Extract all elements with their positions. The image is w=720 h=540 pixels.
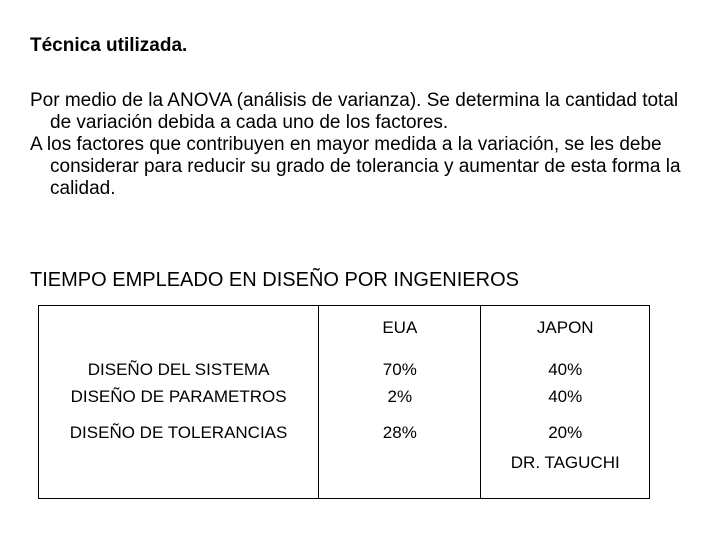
footer-cell-empty [319,453,481,499]
header-cell-japon: JAPON [481,306,650,351]
row-label: DISEÑO DE PARAMETROS [39,380,319,413]
table-header-row [39,306,650,351]
table-row [39,350,650,380]
paragraph-factores: A los factores que contribuyen en mayor medida a la variación, se les debe considerar para reducir su grado de tolerancia y aumentar de esta forma la calidad. [30,134,681,199]
table-row [39,413,650,453]
footer-note: DR. TAGUCHI [481,453,650,499]
footer-cell-empty [39,453,319,499]
design-time-table [38,305,650,499]
table-footer-row [39,453,650,499]
cell-eua: 2% [319,380,481,413]
cell-japon: 20% [481,413,650,453]
table-row [39,380,650,413]
header-cell-eua: EUA [319,306,481,351]
cell-eua: 28% [319,413,481,453]
cell-eua: 70% [319,350,481,380]
header-cell-empty [39,306,319,351]
row-label: DISEÑO DEL SISTEMA [39,350,319,380]
page-heading: Técnica utilizada. [30,35,188,56]
section-title: TIEMPO EMPLEADO EN DISEÑO POR INGENIEROS [30,269,519,291]
row-label: DISEÑO DE TOLERANCIAS [39,413,319,453]
cell-japon: 40% [481,350,650,380]
paragraph-anova: Por medio de la ANOVA (análisis de varianza). Se determina la cantidad total de variación debida a cada uno de los factores. [30,90,679,133]
body-text [30,90,690,200]
cell-japon: 40% [481,380,650,413]
